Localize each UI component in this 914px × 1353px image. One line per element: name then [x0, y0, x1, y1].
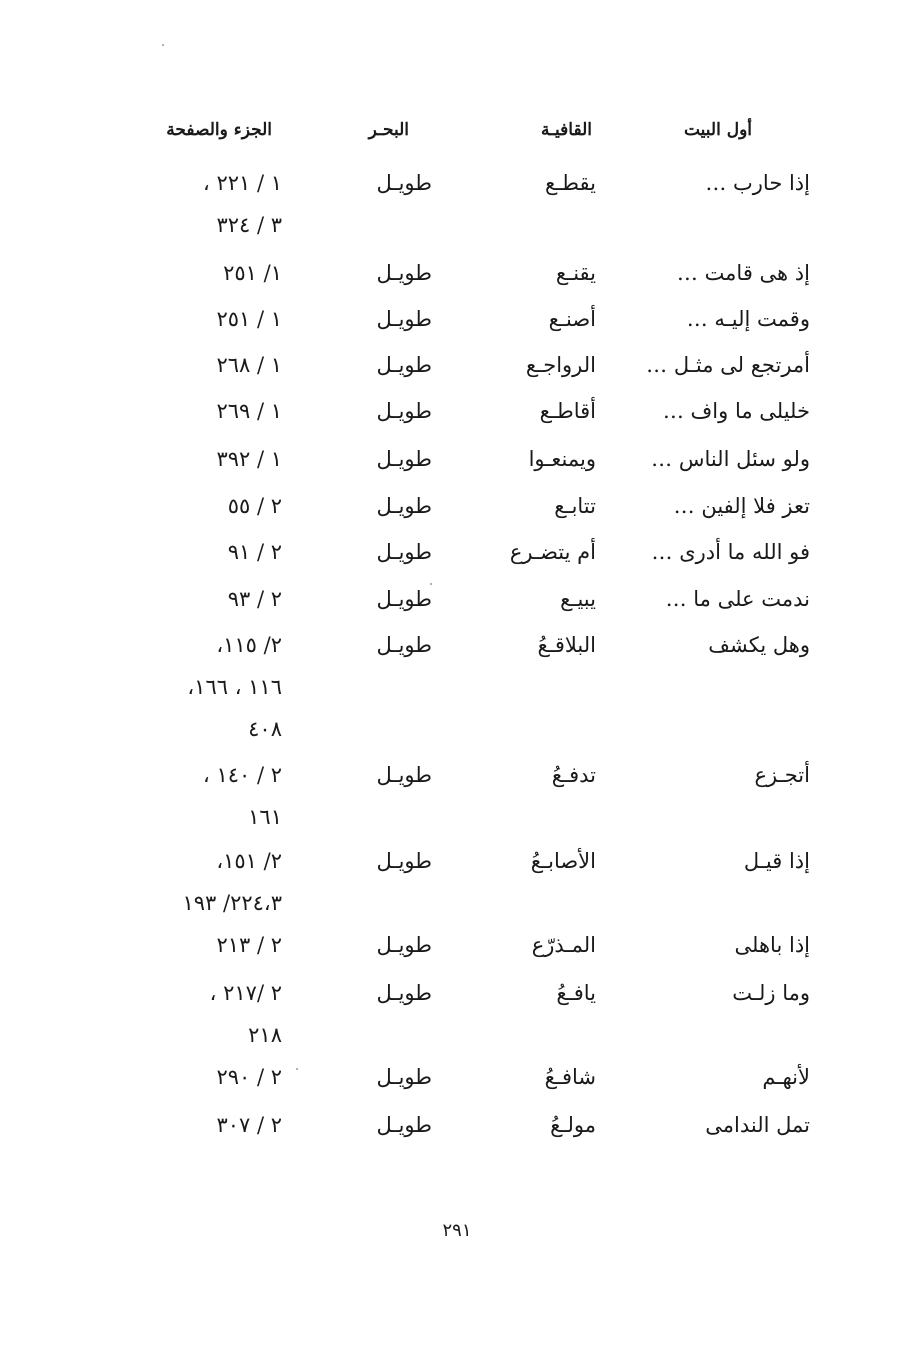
reference-line: ١ / ٢٢١ ،: [202, 171, 282, 195]
bahr-cell: طويـل: [376, 763, 432, 787]
volume-page-cell: [132, 438, 282, 480]
volume-page-cell: [132, 485, 282, 527]
first-line-cell: تعز فلا إلفين …: [673, 494, 810, 518]
scan-speck: [430, 583, 432, 585]
reference-line: ٤٠٨: [248, 717, 282, 741]
reference-line: ٢ / ٣٠٧: [216, 1113, 282, 1137]
first-line-cell: وهل يكشف: [708, 633, 810, 657]
reference-line: ٢٢٤،٣/ ١٩٣: [182, 891, 282, 915]
first-line-cell: فو الله ما أدرى …: [651, 540, 810, 564]
volume-page-cell: [132, 162, 282, 246]
first-line-cell: ندمت على ما …: [665, 587, 810, 611]
header-volume-page: الجزء والصفحة: [166, 120, 272, 140]
first-line-cell: أتجـزع: [754, 763, 810, 787]
bahr-cell: طويـل: [376, 933, 432, 957]
bahr-cell: طويـل: [376, 494, 432, 518]
volume-page-cell: [132, 531, 282, 573]
reference-line: ٢ /٢١٧ ،: [209, 981, 282, 1005]
reference-line: ١ / ٢٥١: [216, 307, 282, 331]
first-line-cell: ولو سئل الناس …: [651, 447, 810, 471]
qafiya-cell: تدفـعُ: [551, 763, 596, 787]
qafiya-cell: أم يتضـرع: [509, 540, 596, 564]
reference-line: ٢١٨: [248, 1023, 282, 1047]
qafiya-cell: الرواجـع: [525, 353, 596, 377]
reference-line: ١ / ٢٦٩: [216, 399, 282, 423]
qafiya-cell: أقاطـع: [539, 399, 596, 423]
volume-page-cell: [132, 754, 282, 838]
volume-page-cell: [132, 390, 282, 432]
volume-page-cell: [132, 972, 282, 1056]
first-line-cell: وقمت إليـه …: [686, 307, 810, 331]
volume-page-cell: [132, 252, 282, 294]
reference-line: ٢ / ٩٣: [227, 587, 282, 611]
scan-speck: [162, 44, 164, 46]
bahr-cell: طويـل: [376, 261, 432, 285]
reference-line: ٢ / ٥٥: [227, 494, 282, 518]
bahr-cell: طويـل: [376, 447, 432, 471]
bahr-cell: طويـل: [376, 1065, 432, 1089]
reference-line: ٢/ ١١٥،: [216, 633, 282, 657]
first-line-cell: خليلى ما واف …: [662, 399, 810, 423]
qafiya-cell: المـذرّع: [531, 933, 596, 957]
volume-page-cell: [132, 1104, 282, 1146]
first-line-cell: إذ هى قامت …: [676, 261, 810, 285]
bahr-cell: طويـل: [376, 540, 432, 564]
first-line-cell: إذا حارب …: [705, 171, 810, 195]
first-line-cell: إذا قيـل: [743, 849, 810, 873]
bahr-cell: طويـل: [376, 587, 432, 611]
qafiya-cell: أصنـع: [548, 307, 596, 331]
qafiya-cell: تتابـع: [554, 494, 596, 518]
volume-page-cell: [132, 840, 282, 924]
reference-line: ١٦١: [248, 805, 282, 829]
reference-line: ٢ / ٢١٣: [216, 933, 282, 957]
first-line-cell: أمرتجع لى مثـل …: [646, 353, 810, 377]
bahr-cell: طويـل: [376, 399, 432, 423]
first-line-cell: لأنهـم: [762, 1065, 810, 1089]
qafiya-cell: مولـعُ: [550, 1113, 596, 1137]
first-line-cell: تمل الندامى: [705, 1113, 810, 1137]
qafiya-cell: ويمنعـوا: [528, 447, 596, 471]
header-first-line: أول البيت: [683, 120, 752, 140]
reference-line: ٢/ ١٥١،: [216, 849, 282, 873]
scan-speck: [296, 1068, 298, 1070]
qafiya-cell: يقنـع: [555, 261, 596, 285]
reference-line: ٢ / ٢٩٠: [216, 1065, 282, 1089]
header-bahr: البحـر: [368, 120, 409, 140]
qafiya-cell: شافـعُ: [544, 1065, 596, 1089]
first-line-cell: وما زلـت: [732, 981, 810, 1005]
bahr-cell: طويـل: [376, 171, 432, 195]
reference-line: ٢ / ١٤٠ ،: [202, 763, 282, 787]
reference-line: ١ / ٢٦٨: [216, 353, 282, 377]
reference-line: ١ / ٣٩٢: [216, 447, 282, 471]
reference-line: ٢ / ٩١: [227, 540, 282, 564]
volume-page-cell: [132, 578, 282, 620]
volume-page-cell: [132, 924, 282, 966]
qafiya-cell: يبيـع: [560, 587, 596, 611]
volume-page-cell: [132, 344, 282, 386]
bahr-cell: طويـل: [376, 849, 432, 873]
volume-page-cell: [132, 624, 282, 750]
volume-page-cell: [132, 1056, 282, 1098]
bahr-cell: طويـل: [376, 1113, 432, 1137]
volume-page-cell: [132, 298, 282, 340]
page-number: ٢٩١: [442, 1220, 472, 1241]
bahr-cell: طويـل: [376, 307, 432, 331]
reference-line: ١/ ٢٥١: [223, 261, 282, 285]
bahr-cell: طويـل: [376, 981, 432, 1005]
qafiya-cell: يافـعُ: [556, 981, 596, 1005]
header-qafiya: القافيـة: [540, 120, 592, 140]
reference-line: ١١٦ ، ١٦٦،: [187, 675, 282, 699]
bahr-cell: طويـل: [376, 633, 432, 657]
reference-line: ٣ / ٣٢٤: [216, 213, 282, 237]
qafiya-cell: يقطـع: [544, 171, 596, 195]
bahr-cell: طويـل: [376, 353, 432, 377]
qafiya-cell: البلاقـعُ: [537, 633, 596, 657]
qafiya-cell: الأصابـعُ: [530, 849, 596, 873]
first-line-cell: إذا باهلى: [734, 933, 810, 957]
